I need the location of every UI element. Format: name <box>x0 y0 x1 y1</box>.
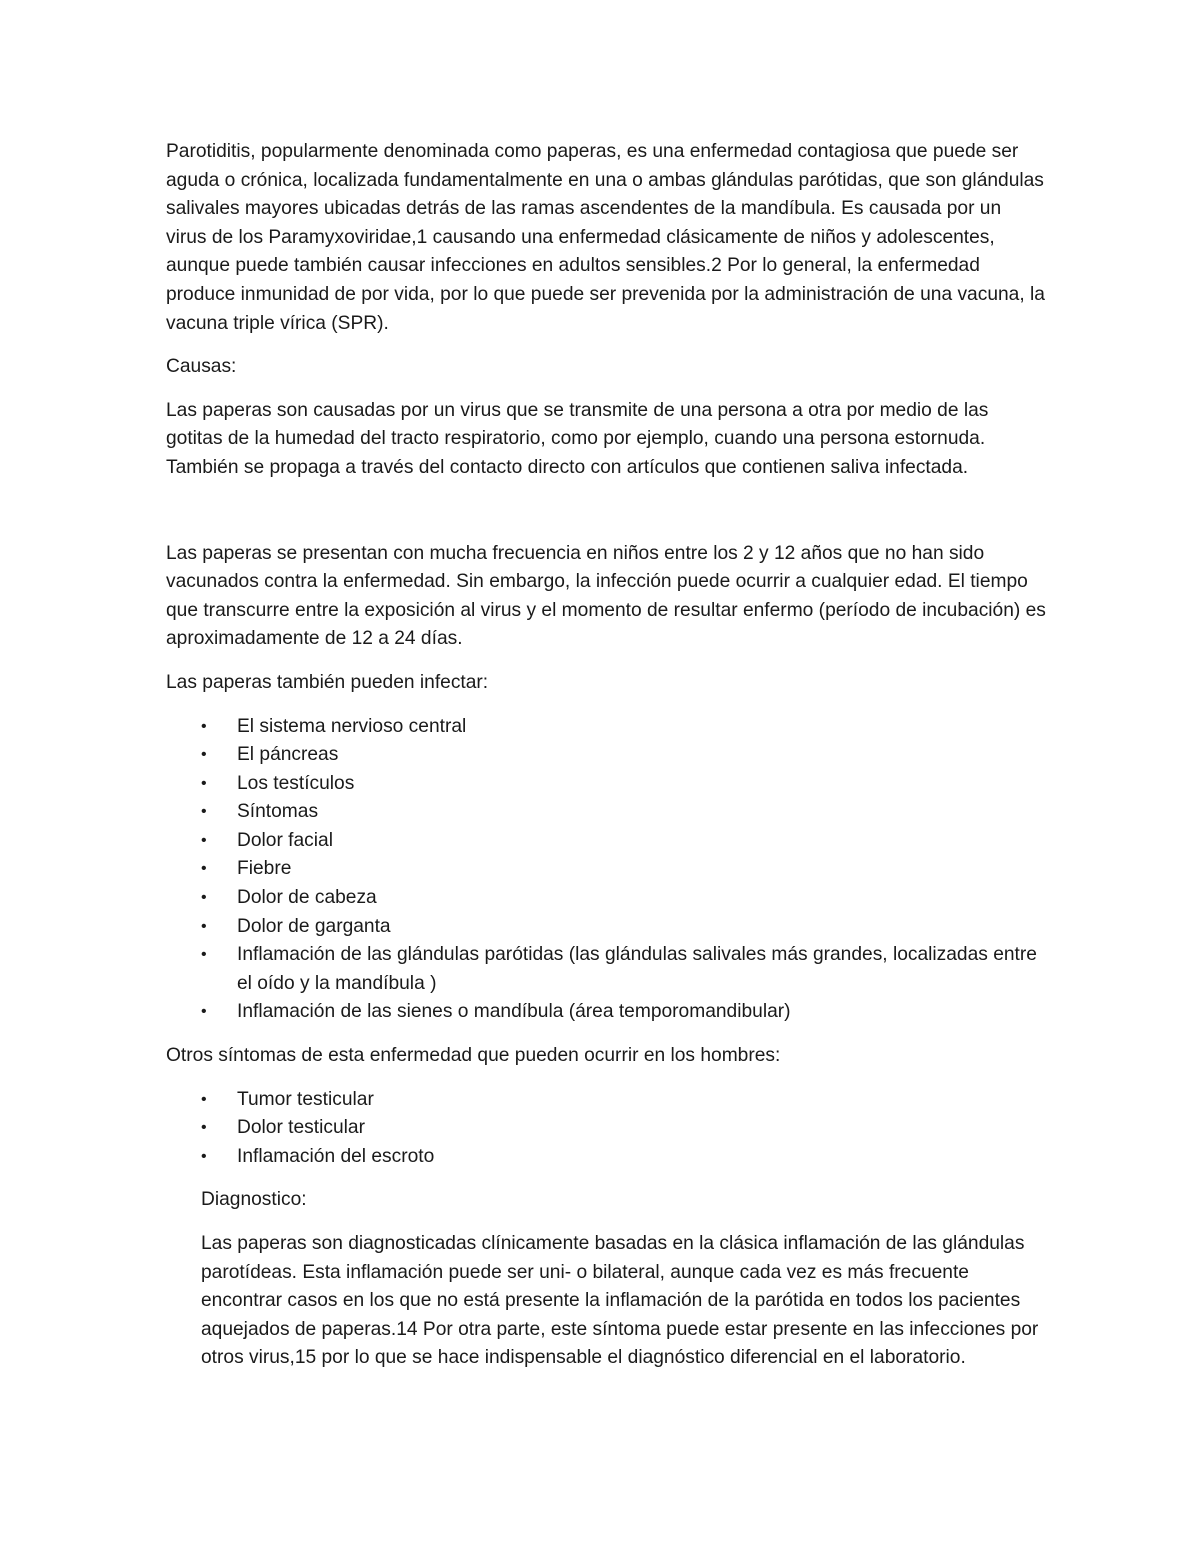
list-item: • El páncreas <box>166 741 1046 770</box>
list-item: • Dolor de garganta <box>166 913 1046 942</box>
diagnosis-heading: Diagnostico: <box>201 1189 307 1211</box>
list-item: • Los testículos <box>166 770 1046 799</box>
bullet-icon: • <box>201 946 207 964</box>
bullet-icon: • <box>201 746 207 764</box>
bullet-icon: • <box>201 917 207 935</box>
list-item: • Inflamación de las sienes o mandíbula (área temporomandibular) <box>166 998 1046 1027</box>
list-item: • Inflamación de las glándulas parótidas (las glándulas salivales más grandes, localizadas entre el oído y la mandíbula ) <box>166 941 1046 998</box>
list-item: • Inflamación del escroto <box>166 1143 1046 1172</box>
diagnosis-section <box>201 1186 1046 1373</box>
list-item: • Dolor testicular <box>166 1114 1046 1143</box>
bullet-icon: • <box>201 831 207 849</box>
bullet-icon: • <box>201 860 207 878</box>
men-list <box>166 1086 1046 1172</box>
list-item: • Dolor de cabeza <box>166 884 1046 913</box>
list-item: • Dolor facial <box>166 827 1046 856</box>
bullet-icon: • <box>201 889 207 907</box>
bullet-icon: • <box>201 1147 207 1165</box>
infect-heading: Las paperas también pueden infectar: <box>166 671 489 693</box>
bullet-icon: • <box>201 1119 207 1137</box>
document-page <box>166 138 1046 1388</box>
list-item: • El sistema nervioso central <box>166 713 1046 742</box>
blank-line <box>166 498 1046 540</box>
list-item: • Tumor testicular <box>166 1086 1046 1115</box>
bullet-icon: • <box>201 1003 207 1021</box>
infect-list <box>166 713 1046 1028</box>
causes-heading: Causas: <box>166 356 237 378</box>
diagnosis-paragraph: Las paperas son diagnosticadas clínicamente basadas en la clásica inflamación de las glándulas parotídeas. Esta inflamación puede ser uni- o bilateral, aunque cada vez es más frecuente encontrar casos en los que no está presente la inflamación de la parótida en todos los pacientes aquejados de paperas.14 Por otra parte, este síntoma puede estar presente en las infecciones por otros virus,15 por lo que se hace indispensable el diagnóstico diferencial en el laboratorio. <box>201 1233 1039 1369</box>
bullet-icon: • <box>201 1090 207 1108</box>
bullet-icon: • <box>201 774 207 792</box>
men-heading: Otros síntomas de esta enfermedad que pueden ocurrir en los hombres: <box>166 1045 781 1067</box>
causes-paragraph: Las paperas son causadas por un virus que se transmite de una persona a otra por medio de las gotitas de la humedad del tracto respiratorio, como por ejemplo, cuando una persona estornuda. También se propaga a través del contacto directo con artículos que contienen saliva infectada. <box>166 399 989 478</box>
bullet-icon: • <box>201 717 207 735</box>
bullet-icon: • <box>201 803 207 821</box>
intro-paragraph: Parotiditis, popularmente denominada como paperas, es una enfermedad contagiosa que puede ser aguda o crónica, localizada fundamentalmente en una o ambas glándulas parótidas, que son glándulas salivales mayores ubicadas detrás de las ramas ascendentes de la mandíbula. Es causada por un virus de los Paramyxoviridae,1 causando una enfermedad clásicamente de niños y adolescentes, aunque puede también causar infecciones en adultos sensibles.2 Por lo general, la enfermedad produce inmunidad de por vida, por lo que puede ser prevenida por la administración de una vacuna, la vacuna triple vírica (SPR). <box>166 141 1045 334</box>
frequency-paragraph: Las paperas se presentan con mucha frecuencia en niños entre los 2 y 12 años que no han sido vacunados contra la enfermedad. Sin embargo, la infección puede ocurrir a cualquier edad. El tiempo que transcurre entre la exposición al virus y el momento de resultar enfermo (período de incubación) es aproximadamente de 12 a 24 días. <box>166 542 1046 650</box>
list-item: • Fiebre <box>166 855 1046 884</box>
list-item: • Síntomas <box>166 798 1046 827</box>
